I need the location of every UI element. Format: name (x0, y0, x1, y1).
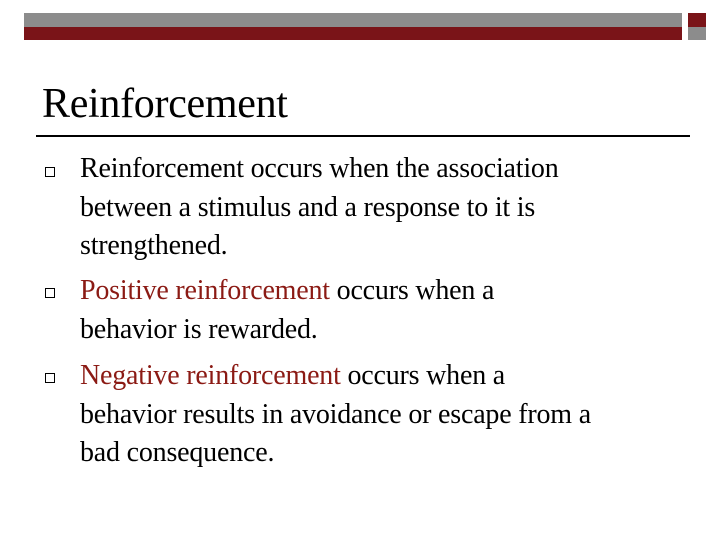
bullet-2-line-1: occurs when a (329, 275, 495, 306)
top-bar-red (24, 27, 682, 40)
slide-title: Reinforcement (42, 81, 288, 127)
bullet-3-line-1: occurs when a (340, 360, 506, 391)
bullet-1-line-1: Reinforcement occurs when the association (80, 153, 559, 184)
bullet-2-line-2: behavior is rewarded. (80, 313, 318, 345)
title-underline (36, 135, 690, 137)
bullet-1-line-3: strengthened. (80, 230, 228, 261)
bullet-text-3 (80, 357, 690, 473)
hollow-square-bullet-icon (45, 288, 55, 298)
hollow-square-bullet-icon (45, 373, 55, 383)
bullet-text-2 (80, 272, 690, 349)
corner-square-gray (688, 27, 706, 40)
bullet-3-line-2: behavior results in avoidance or escape from a (80, 398, 591, 430)
top-bar-gray (24, 13, 682, 27)
positive-reinforcement-term: Positive reinforcement (80, 275, 330, 306)
bullet-text-1 (80, 150, 690, 266)
hollow-square-bullet-icon (45, 167, 55, 177)
corner-square-red (688, 13, 706, 27)
negative-reinforcement-term: Negative reinforcement (80, 360, 341, 391)
bullet-3-line-3: bad consequence. (80, 437, 275, 468)
bullet-1-line-2: between a stimulus and a response to it is (80, 191, 536, 223)
